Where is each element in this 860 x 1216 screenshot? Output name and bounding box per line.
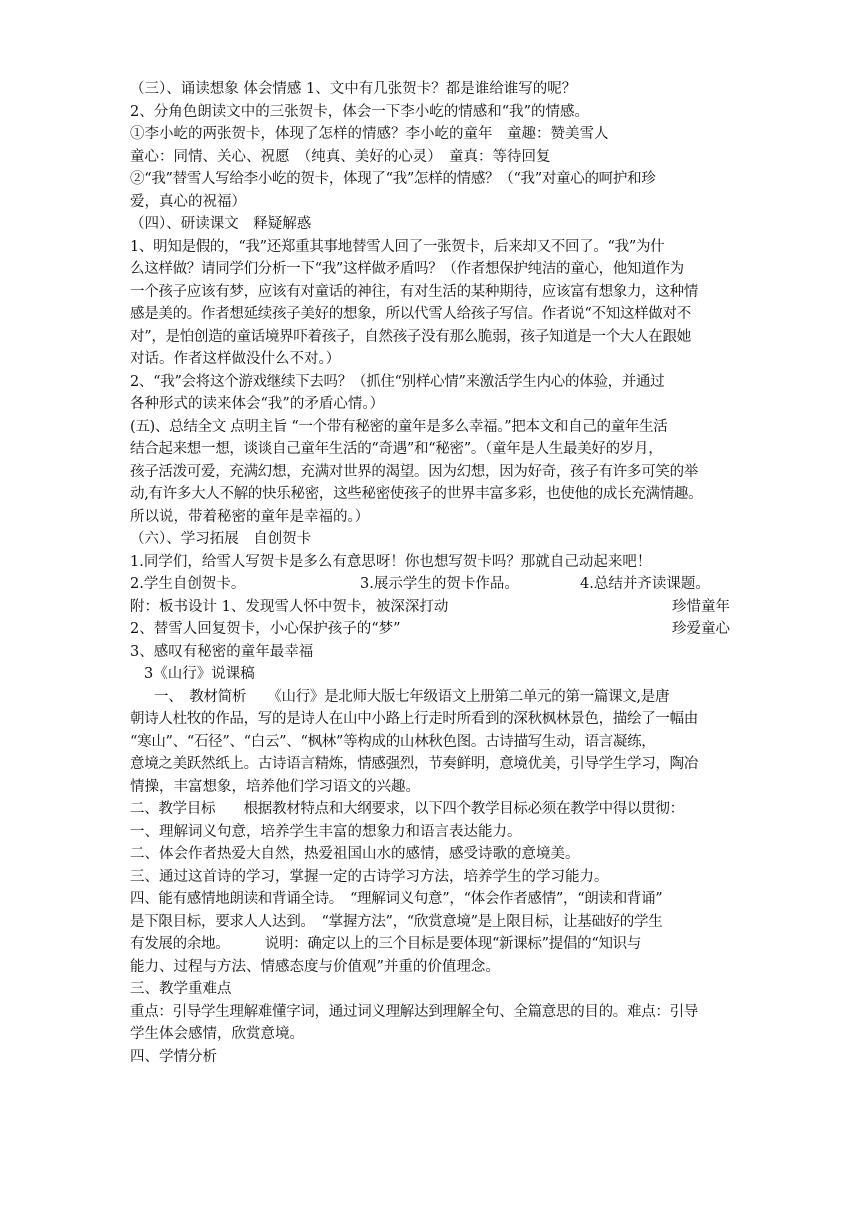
text-line: 爱，真心的祝福） [130,193,246,210]
text-line: 重点：引导学生理解难懂字词，通过词义理解达到理解全句、全篇意思的目的。难点：引导 [130,1003,698,1020]
text-line: 所以说，带着秘密的童年是幸福的。） [130,508,370,525]
row-item: 2.学生自创贺卡。 [130,576,246,592]
text-line: (五)、总结全文 点明主旨 “一个带有秘密的童年是多么幸福。”把本文和自己的童年生活 [130,418,668,435]
row-item: 2、替雪人回复贺卡，小心保护孩子的“梦” [130,621,401,637]
row-item: 珍惜童年 [672,598,730,615]
text-line: 感是美的。作者想延续孩子美好的想象，所以代雪人给孩子写信。作者说“不知这样做对不 [130,306,691,322]
document-title: 3《山行》说课稿 [144,666,255,682]
text-line: 2、“我”会将这个游戏继续下去吗？（抓住“别样心情”来激活学生内心的体验，并通过 [130,373,665,390]
text-line: 各种形式的读来体会“我”的矛盾心情。） [130,396,385,412]
text-line: 能力、过程与方法、情感态度与价值观”并重的价值理念。 [130,958,500,975]
text-line: 朝诗人杜牧的作品，写的是诗人在山中小路上行走时所看到的深秋枫林景色，描绘了一幅由 [130,711,698,727]
row-item: 4.总结并齐读课题。 [580,576,710,592]
text-line: 1、明知是假的，“我”还郑重其事地替雪人回了一张贺卡，后来却又不回了。“我”为什 [130,238,665,255]
row-item: 3.展示学生的贺卡作品。 [360,576,519,592]
text-line: 有发展的余地。 说明：确定以上的三个目标是要体现“新课标”提倡的“知识与 [130,936,642,952]
text-line: 是下限目标，要求人人达到。 “掌握方法”，“欣赏意境”是上限目标，让基础好的学生 [130,913,663,930]
text-line: 一、 教材简析 《山行》是北师大版七年级语文上册第二单元的第一篇课文,是唐 [154,688,670,705]
row-item: 附：板书设计 1、发现雪人怀中贺卡，被深深打动 [130,598,449,615]
text-line: 对”，是怕创造的童话境界吓着孩子，自然孩子没有那么脆弱，孩子知道是一个大人在跟她 [130,328,691,345]
text-line: 三、通过这首诗的学习，掌握一定的古诗学习方法，培养学生的学习能力。 [130,868,609,885]
text-line: 3、感叹有秘密的童年最幸福 [130,643,314,660]
section-heading: （六）、学习拓展 自创贺卡 [130,531,312,547]
section-heading: 三、教学重难点 [130,981,232,997]
text-line: （三）、诵读想象 体会情感 1、文中有几张贺卡？都是谁给谁写的呢？ [130,81,577,97]
text-line: 情操，丰富想象，培养他们学习语文的兴趣。 [130,778,420,795]
text-line: 1.同学们，给雪人写贺卡是多么有意思呀！你也想写贺卡吗？那就自己动起来吧！ [130,553,652,570]
text-line: 么这样做？请同学们分析一下“我”这样做矛盾吗？（作者想保护纯洁的童心，他知道作为 [130,261,684,277]
text-line: 2、分角色朗读文中的三张贺卡，体会一下李小屹的情感和“我”的情感。 [130,103,590,120]
text-line: 孩子活泼可爱，充满幻想，充满对世界的渴望。因为幻想，因为好奇，孩子有许多可笑的举 [130,463,698,480]
text-line: ②“我”替雪人写给李小屹的贺卡，体现了“我”怎样的情感？（“我”对童心的呵护和珍 [130,171,656,187]
section-heading: 二、教学目标 根据教材特点和大纲要求，以下四个教学目标必须在教学中得以贯彻： [130,801,684,817]
text-line: 学生体会感情，欣赏意境。 [130,1026,304,1042]
text-line: 动,有许多大人不解的快乐秘密，这些秘密使孩子的世界丰富多彩，也使他的成长充满情趣。 [130,486,703,502]
text-line: 对话。作者这样做没什么不对。） [130,351,341,367]
text-row [130,618,730,641]
text-line: 一个孩子应该有梦，应该有对童话的神往，有对生活的某种期待，应该富有想象力，这种情 [130,283,698,300]
text-line: 四、能有感情地朗读和背诵全诗。 “理解词义句意”，“体会作者感情”，“朗读和背诵” [130,891,663,907]
text-line: ①李小屹的两张贺卡，体现了怎样的情感？李小屹的童年 童趣：赞美雪人 [130,126,609,142]
section-heading: 四、学情分析 [130,1048,217,1065]
section-heading: （四）、研读课文 释疑解惑 [130,216,312,232]
text-row [130,596,730,619]
document-page [130,78,730,1068]
row-item: 珍爱童心 [672,621,730,637]
text-line: 结合起来想一想，谈谈自己童年生活的“奇遇”和“秘密”。（童年是人生最美好的岁月， [130,441,663,457]
text-row [130,573,730,596]
text-line: 童心：同情、关心、祝愿 （纯真、美好的心灵） 童真：等待回复 [130,148,551,165]
text-line: 一、理解词义句意，培养学生丰富的想象力和语言表达能力。 [130,823,522,840]
text-line: 二、体会作者热爱大自然，热爱祖国山水的感情，感受诗歌的意境美。 [130,846,580,862]
text-line: 意境之美跃然纸上。古诗语言精炼，情感强烈，节奏鲜明，意境优美，引导学生学习，陶冶 [130,756,698,772]
text-line: “寒山”、“石径”、“白云”、“枫林”等构成的山林秋色图。古诗描写生动，语言凝练， [130,733,656,750]
